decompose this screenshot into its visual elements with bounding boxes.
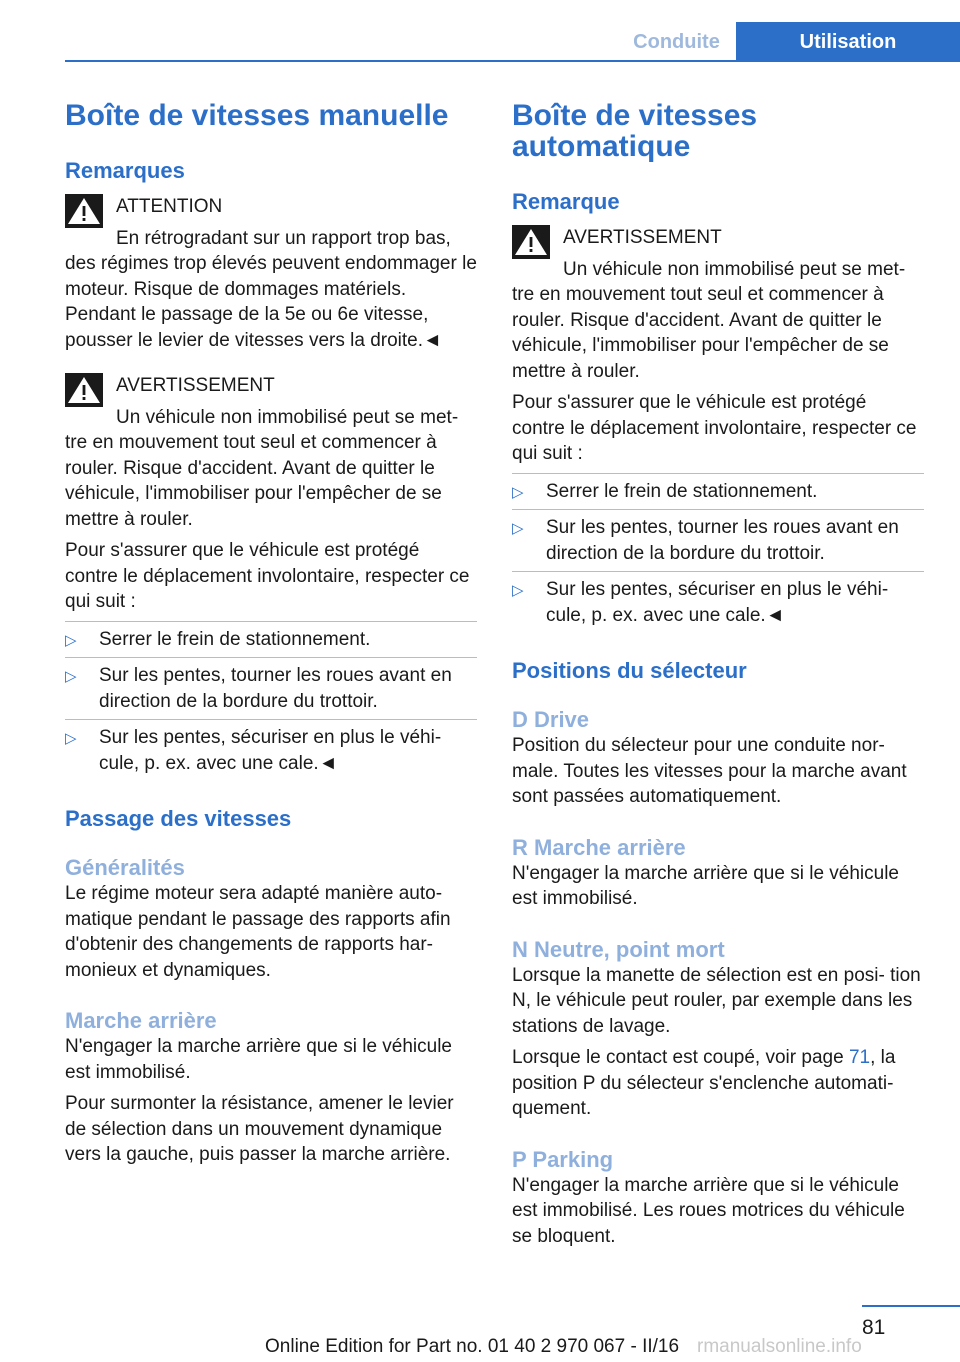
left-column xyxy=(65,100,477,1168)
text-segment: Lorsque le contact est coupé, voir page xyxy=(512,1047,849,1068)
warning-text: des régimes trop élevés peuvent endommager le moteur. Risque de dommages matériels. Pendant le passage de la 5e ou 6e vitesse, pousser le levier de vitesses vers la droite.◄ xyxy=(65,253,477,351)
paragraph-intro: Pour s'assurer que le véhicule est protégé contre le déplacement involontaire, respecter ce qui suit : xyxy=(65,540,470,612)
heading-remarque: Remarque xyxy=(512,189,620,214)
list-item-text: Serrer le frein de stationnement. xyxy=(546,480,818,502)
paragraph-intro: Pour s'assurer que le véhicule est protégé contre le déplacement involontaire, respecter ce qui suit : xyxy=(512,392,917,464)
safety-list xyxy=(512,473,924,634)
heading-generalites: Généralités xyxy=(65,855,185,880)
paragraph-p-parking: N'engager la marche arrière que si le véhicule est immobilisé. Les roues motrices du véhicule se bloquent. xyxy=(512,1174,905,1247)
warning-text: tre en mouvement tout seul et commencer à rouler. Risque d'accident. Avant de quitter le véhicule, l'immobiliser pour l'empêcher de se mettre à rouler. xyxy=(512,284,889,382)
list-item xyxy=(512,509,924,571)
list-item xyxy=(65,657,477,719)
tab-conduite[interactable]: Conduite xyxy=(633,31,720,53)
list-item-text: Sur les pentes, sécuriser en plus le véhi‐ cule, p. ex. avec une cale.◄ xyxy=(99,727,442,774)
paragraph-d-drive: Position du sélecteur pour une conduite nor‐ male. Toutes les vitesses pour la marche avant sont passées automatiquement. xyxy=(512,735,907,807)
heading-remarques: Remarques xyxy=(65,158,185,183)
heading-passage-vitesses: Passage des vitesses xyxy=(65,806,292,831)
triangle-bullet-icon: ▷ xyxy=(65,631,77,649)
safety-list xyxy=(65,621,477,782)
triangle-bullet-icon: ▷ xyxy=(512,520,524,537)
triangle-bullet-icon: ▷ xyxy=(512,582,524,599)
warning-triangle-icon xyxy=(512,225,550,259)
paragraph-marche-arriere-2: Pour surmonter la résistance, amener le levier de sélection dans un mouvement dynamique vers la gauche, puis passer la marche arrière. xyxy=(65,1093,454,1165)
header-rule xyxy=(65,60,960,62)
text-segment: , la position P du sélecteur s'enclenche automati‐ quement. xyxy=(512,1047,896,1119)
right-column xyxy=(512,100,924,1249)
heading-n-neutre: N Neutre, point mort xyxy=(512,936,725,962)
warning-block-avertissement xyxy=(65,373,477,532)
footer-rule xyxy=(862,1305,960,1307)
warning-label: AVERTISSEMENT xyxy=(563,227,722,248)
warning-block-attention xyxy=(65,194,477,353)
warning-first-line: Un véhicule non immobilisé peut se met‐ xyxy=(116,406,459,428)
warning-triangle-icon xyxy=(65,194,103,228)
warning-first-line: Un véhicule non immobilisé peut se met‐ xyxy=(563,258,906,280)
list-item-text: Serrer le frein de stationnement. xyxy=(99,628,371,650)
paragraph-n-neutre-2 xyxy=(512,1045,924,1122)
watermark: rmanualsonline.info xyxy=(697,1336,862,1357)
heading-marche-arriere: Marche arrière xyxy=(65,1008,217,1033)
page-link[interactable]: 71 xyxy=(848,1047,871,1068)
warning-label: AVERTISSEMENT xyxy=(116,375,275,396)
header-bar xyxy=(0,0,960,62)
list-item-text: Sur les pentes, sécuriser en plus le véhi‐ cule, p. ex. avec une cale.◄ xyxy=(546,579,889,626)
warning-block-avertissement xyxy=(512,225,924,384)
heading-r-marche-arriere: R Marche arrière xyxy=(512,834,686,860)
triangle-bullet-icon: ▷ xyxy=(65,668,77,685)
warning-text: tre en mouvement tout seul et commencer à rouler. Risque d'accident. Avant de quitter le véhicule, l'immobiliser pour l'empêcher de se mettre à rouler. xyxy=(65,432,442,530)
paragraph-n-neutre-1: Lorsque la manette de sélection est en posi‐ tion N, le véhicule peut rouler, par exemple dans les stations de lavage. xyxy=(512,964,921,1037)
list-item xyxy=(65,719,477,781)
warning-label: ATTENTION xyxy=(116,196,223,217)
triangle-bullet-icon: ▷ xyxy=(65,730,77,747)
list-item xyxy=(512,473,924,510)
paragraph-marche-arriere-1: N'engager la marche arrière que si le véhicule est immobilisé. xyxy=(65,1036,452,1083)
list-item-text: Sur les pentes, tourner les roues avant en direction de la bordure du trottoir. xyxy=(546,517,899,564)
tab-utilisation[interactable]: Utilisation xyxy=(736,22,960,62)
list-item-text: Sur les pentes, tourner les roues avant en direction de la bordure du trottoir. xyxy=(99,665,452,712)
page-title-manual: Boîte de vitesses manuelle xyxy=(65,99,449,132)
page-title-automatic: Boîte de vitesses automatique xyxy=(512,99,758,163)
warning-triangle-icon xyxy=(65,373,103,407)
list-item xyxy=(65,621,477,658)
heading-d-drive: D Drive xyxy=(512,707,590,732)
paragraph-r-marche-arriere: N'engager la marche arrière que si le véhicule est immobilisé. xyxy=(512,862,899,909)
triangle-bullet-icon: ▷ xyxy=(512,483,524,501)
heading-p-parking: P Parking xyxy=(512,1146,614,1172)
warning-first-line: En rétrogradant sur un rapport trop bas, xyxy=(116,227,451,249)
page-number: 81 xyxy=(862,1316,886,1339)
heading-positions-selecteur: Positions du sélecteur xyxy=(512,658,747,683)
paragraph-generalites: Le régime moteur sera adapté manière auto‐ matique pendant le passage des rapports afin d'obtenir des changements de rapports har‐ monieux et dynamiques. xyxy=(65,883,451,981)
list-item xyxy=(512,571,924,633)
edition-footer: Online Edition for Part no. 01 40 2 970 067 - II/16 xyxy=(265,1336,680,1357)
